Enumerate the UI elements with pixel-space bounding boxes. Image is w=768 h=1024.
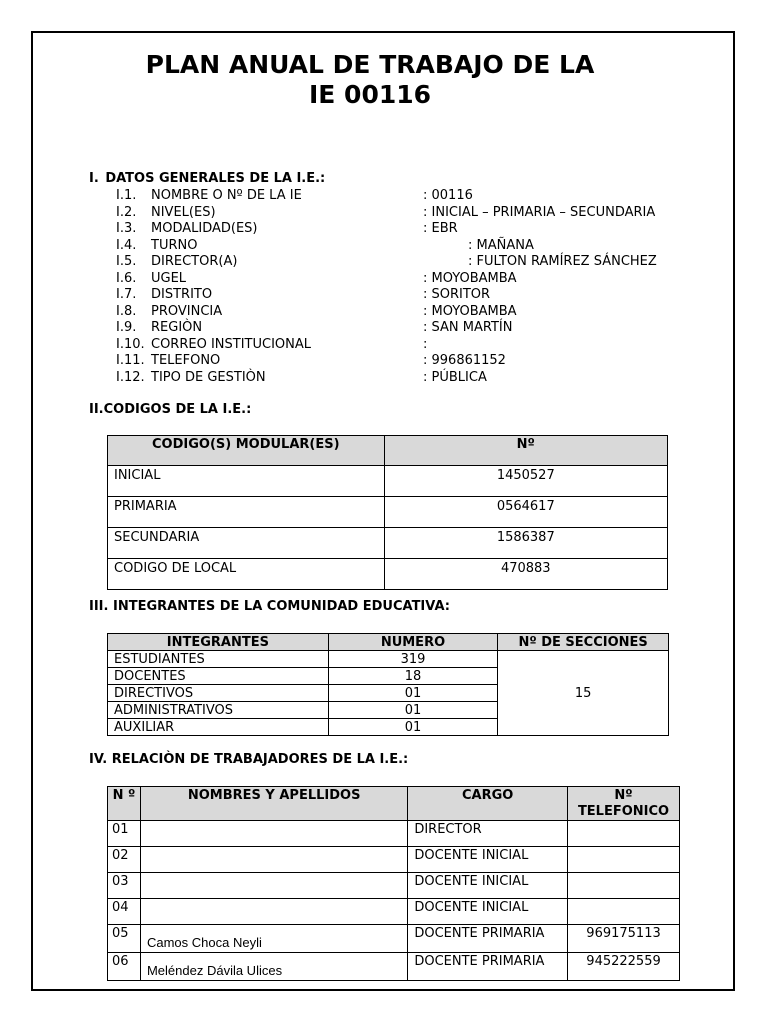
sections-count-cell: 15 [498, 651, 669, 736]
table-cell: SECUNDARIA [108, 528, 385, 559]
row-value: : PÚBLICA [423, 369, 487, 385]
table-cell: AUXILIAR [108, 719, 329, 736]
row-label: DIRECTOR(A) [151, 254, 238, 269]
row-value: : EBR [423, 221, 458, 236]
row-value: : MAÑANA [468, 237, 534, 253]
table-cell: DOCENTE PRIMARIA [408, 953, 568, 981]
row-number: I.10. [116, 336, 145, 352]
row-number: I.6. [116, 270, 137, 286]
table-cell: 04 [108, 899, 141, 925]
table-cell [140, 899, 407, 925]
row-value: : FULTON RAMÍREZ SÁNCHEZ [468, 254, 657, 269]
row-number: I.2. [116, 204, 137, 220]
table-cell: 01 [328, 685, 498, 702]
column-header: INTEGRANTES [108, 634, 329, 651]
row-number: I.9. [116, 320, 137, 335]
table-cell: 05 [108, 925, 141, 953]
row-number: I.12. [116, 369, 145, 385]
row-label: MODALIDAD(ES) [151, 221, 258, 236]
row-label: NIVEL(ES) [151, 204, 216, 220]
row-value: : 996861152 [423, 353, 506, 368]
table-cell: 01 [108, 821, 141, 847]
members-table [107, 633, 669, 736]
table-cell: 0564617 [384, 497, 667, 528]
section-number: II. [89, 402, 104, 417]
table-cell: DOCENTE INICIAL [408, 899, 568, 925]
table-cell: 06 [108, 953, 141, 981]
column-header: Nº DE SECCIONES [498, 634, 669, 651]
section-number: IV. [89, 752, 108, 767]
column-header: CODIGO(S) MODULAR(ES) [108, 436, 385, 466]
column-header: NOMBRES Y APELLIDOS [140, 787, 407, 821]
row-label: DISTRITO [151, 287, 213, 302]
table-row [108, 651, 669, 668]
table-header-row [108, 436, 668, 466]
table-row [108, 873, 680, 899]
section-number: I. [89, 171, 99, 186]
table-cell: 945222559 [568, 953, 680, 981]
table-row [108, 953, 680, 981]
table-cell: DIRECTOR [408, 821, 568, 847]
table-cell: 03 [108, 873, 141, 899]
row-label: TELEFONO [151, 353, 221, 368]
row-label: CORREO INSTITUCIONAL [151, 336, 311, 352]
table-row [108, 821, 680, 847]
table-cell: Meléndez Dávila Ulices [140, 953, 407, 981]
section-workers-heading [89, 752, 408, 767]
table-cell: DOCENTES [108, 668, 329, 685]
table-cell [568, 899, 680, 925]
table-cell: 1450527 [384, 466, 667, 497]
section-codes-heading [89, 402, 251, 417]
table-row [108, 466, 668, 497]
table-cell: PRIMARIA [108, 497, 385, 528]
section-number: III. [89, 599, 109, 614]
table-cell: CODIGO DE LOCAL [108, 559, 385, 590]
row-value: : MOYOBAMBA [423, 270, 517, 286]
table-cell: 01 [328, 719, 498, 736]
table-cell [140, 847, 407, 873]
table-cell: DIRECTIVOS [108, 685, 329, 702]
table-cell: 02 [108, 847, 141, 873]
section-label: RELACIÒN DE TRABAJADORES DE LA I.E.: [111, 752, 409, 767]
section-label: CODIGOS DE LA I.E.: [103, 402, 252, 417]
codes-table [107, 435, 668, 590]
row-number: I.3. [116, 221, 137, 236]
table-cell: 470883 [384, 559, 667, 590]
section-label: DATOS GENERALES DE LA I.E.: [105, 171, 326, 186]
table-cell: Camos Choca Neyli [140, 925, 407, 953]
column-header: NUMERO [328, 634, 498, 651]
workers-table [107, 786, 680, 981]
row-value: : 00116 [423, 188, 473, 203]
row-label: NOMBRE O Nº DE LA IE [151, 188, 302, 203]
row-number: I.8. [116, 303, 137, 319]
row-label: REGIÒN [151, 320, 203, 335]
row-value: : MOYOBAMBA [423, 303, 517, 319]
row-label: TIPO DE GESTIÒN [151, 369, 266, 385]
row-number: I.11. [116, 353, 145, 368]
table-cell: ESTUDIANTES [108, 651, 329, 668]
row-number: I.5. [116, 254, 137, 269]
row-value: : [423, 336, 428, 352]
table-row [108, 559, 668, 590]
row-number: I.1. [116, 188, 137, 203]
section-label: INTEGRANTES DE LA COMUNIDAD EDUCATIVA: [112, 599, 450, 614]
table-cell: DOCENTE INICIAL [408, 873, 568, 899]
column-header: CARGO [408, 787, 568, 821]
row-value: : INICIAL – PRIMARIA – SECUNDARIA [423, 204, 656, 220]
row-label: UGEL [151, 270, 187, 286]
row-number: I.7. [116, 287, 137, 302]
table-row [108, 899, 680, 925]
table-cell [140, 873, 407, 899]
section-members-heading [89, 599, 450, 614]
table-header-row [108, 787, 680, 821]
document-title: PLAN ANUAL DE TRABAJO DE LA IE 00116 [145, 50, 595, 109]
table-cell: DOCENTE PRIMARIA [408, 925, 568, 953]
section-general-heading [89, 171, 325, 186]
table-cell: DOCENTE INICIAL [408, 847, 568, 873]
table-row [108, 528, 668, 559]
table-cell [568, 821, 680, 847]
table-cell: INICIAL [108, 466, 385, 497]
table-header-row [108, 634, 669, 651]
table-cell: 01 [328, 702, 498, 719]
table-cell: 969175113 [568, 925, 680, 953]
table-cell: 18 [328, 668, 498, 685]
table-row [108, 497, 668, 528]
table-cell: 1586387 [384, 528, 667, 559]
table-cell: 319 [328, 651, 498, 668]
row-label: TURNO [151, 237, 198, 253]
row-value: : SAN MARTÍN [423, 320, 513, 335]
column-header: N º [108, 787, 141, 821]
table-cell: ADMINISTRATIVOS [108, 702, 329, 719]
table-row [108, 847, 680, 873]
column-header: Nº [384, 436, 667, 466]
table-row [108, 925, 680, 953]
table-cell [568, 873, 680, 899]
table-cell [140, 821, 407, 847]
column-header: Nº TELEFONICO [568, 787, 680, 821]
row-value: : SORITOR [423, 287, 491, 302]
row-label: PROVINCIA [151, 303, 223, 319]
table-cell [568, 847, 680, 873]
row-number: I.4. [116, 237, 137, 253]
